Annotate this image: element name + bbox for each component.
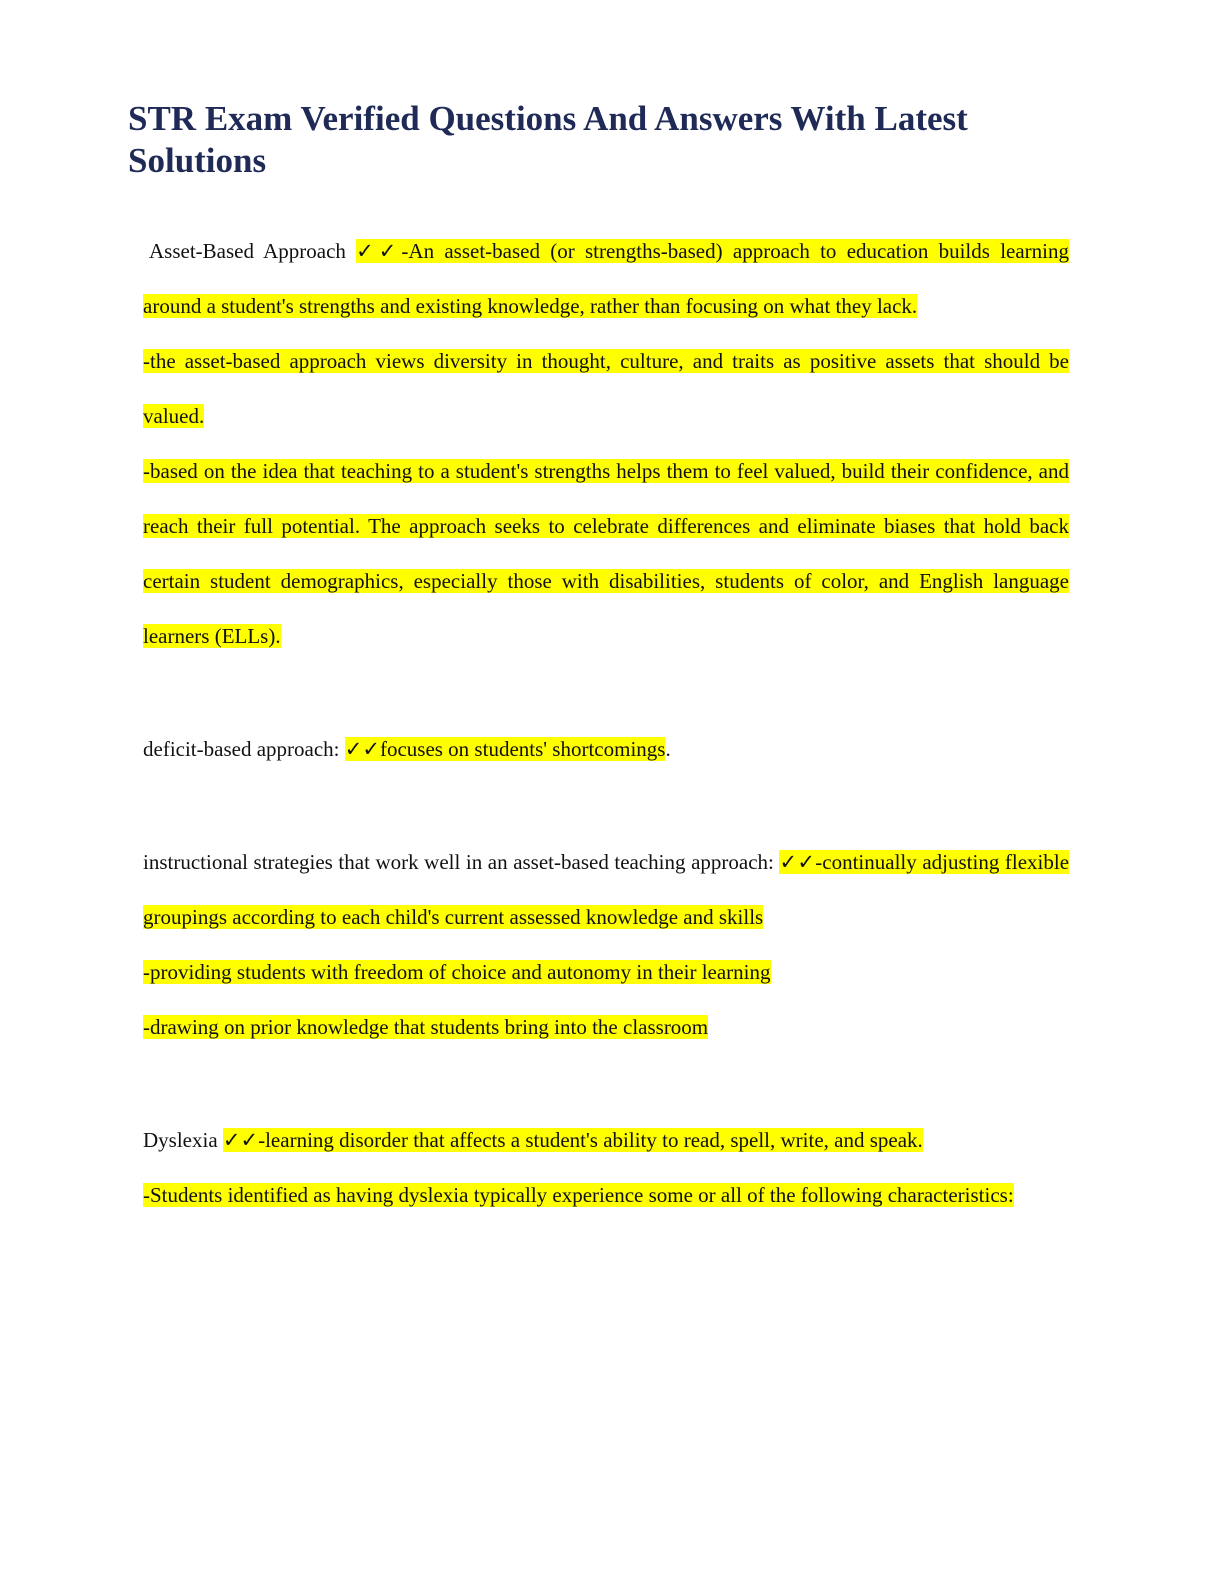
entry-term: Asset-Based Approach [149,239,346,263]
entry-definition-paragraph [143,1168,1063,1223]
entry-term: instructional strategies that work well in an asset-based teaching approach: [143,850,774,874]
double-check-icon: ✓✓ [344,737,380,761]
document-title: STR Exam Verified Questions And Answers With Latest Solutions [128,99,968,180]
entry-asset-based-approach [143,224,1069,334]
entry-trailing-punctuation: . [665,737,671,761]
entry-definition-paragraph [143,444,1069,664]
entry-definition-line: -continually adjusting flexible groupings according to each child's current assessed knowledge and skills [143,850,1070,929]
double-check-icon: ✓✓ [356,239,402,263]
entry-dyslexia [143,1113,1069,1168]
entry-definition-line: -the asset-based approach views diversity in thought, culture, and traits as positive assets that should be valued. [143,349,1069,428]
entry-term: Dyslexia [143,1128,218,1152]
entry-definition-paragraph [143,945,1069,1000]
entry-instructional-strategies [143,835,1069,945]
double-check-icon: ✓✓ [779,850,816,874]
entry-definition-line: -based on the idea that teaching to a student's strengths helps them to feel valued, build their confidence, and reach their full potential. The approach seeks to celebrate differences and eliminate biases that hold back certain student demographics, especially those with disabilities, students of color, and English language learners (ELLs). [143,459,1069,648]
spacer [143,777,1069,835]
document-body [143,224,1069,1223]
double-check-icon: ✓✓ [222,1128,259,1152]
entry-deficit-based-approach [143,722,1069,777]
entry-definition-paragraph [143,334,1069,444]
entry-definition-paragraph [143,1000,1069,1055]
entry-term: deficit-based approach: [143,737,340,761]
entry-definition-line: -providing students with freedom of choice and autonomy in their learning [143,960,771,984]
spacer [143,1055,1069,1113]
spacer [143,664,1069,722]
entry-definition-line: -Students identified as having dyslexia typically experience some or all of the following characteristics: [143,1183,1014,1207]
entry-definition-line: -An asset-based (or strengths-based) approach to education builds learning around a student's strengths and existing knowledge, rather than focusing on what they lack. [143,239,1070,318]
entry-definition: focuses on students' shortcomings [379,737,666,761]
entry-definition-line: -learning disorder that affects a student's ability to read, spell, write, and speak. [258,1128,923,1152]
entry-definition-line: -drawing on prior knowledge that students bring into the classroom [143,1015,709,1039]
